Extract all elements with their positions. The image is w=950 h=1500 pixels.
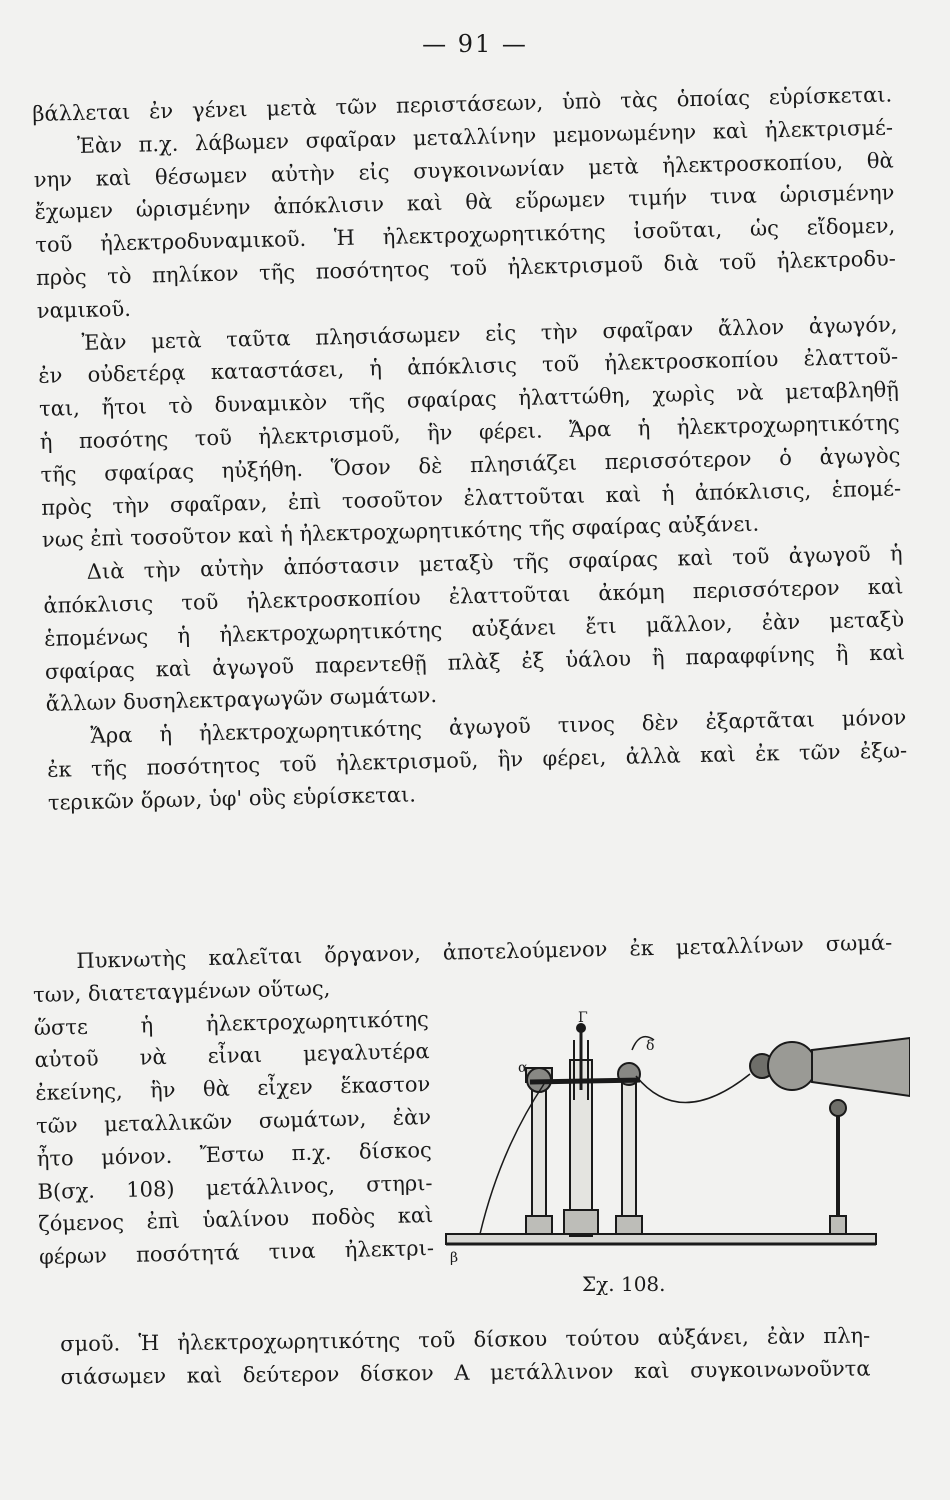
- text-line: ζόμενος ἐπὶ ὑαλίνου ποδὸς καὶ: [38, 1203, 434, 1237]
- text-line: ὥστε ἡ ἠλεκτροχωρητικότης: [33, 1006, 430, 1040]
- text-line: ται, ἤτοι τὸ δυναμικὸν τῆς σφαίρας ἠλαττώθη, χωρὶς νὰ μεταβληθῇ: [38, 377, 900, 422]
- text-column-lower: [60, 1320, 871, 1394]
- text-line: ναμικοῦ.: [36, 296, 132, 323]
- figure-108: [440, 1010, 910, 1310]
- text-line: τῆς σφαίρας ηὐξήθη. Ὅσον δὲ πλησιάζει περισσότερον ὁ ἀγωγὸς: [40, 443, 901, 487]
- cylindrical-conductor: [812, 1038, 910, 1096]
- text-column-upper: [32, 78, 908, 819]
- text-line: αὐτοῦ νὰ εἶναι μεγαλυτέρα: [34, 1039, 430, 1073]
- label-gamma: Γ: [578, 1010, 588, 1026]
- text-line: ἄλλων δυσηλεκτραγωγῶν σωμάτων.: [45, 683, 438, 717]
- text-line: Ἄρα ἡ ἠλεκτροχωρητικότης ἀγωγοῦ τινος δὲν ἐξαρτᾶται μόνον: [90, 705, 907, 748]
- text-line: των, διατεταγμένων οὕτως,: [32, 976, 331, 1007]
- paragraph-4: [46, 701, 908, 819]
- figure-caption: Σχ. 108.: [582, 1272, 666, 1296]
- text-line: νως ἐπὶ τοσοῦτον καὶ ἡ ἠλεκτροχωρητικότης τῆς σφαίρας αὐξάνει.: [41, 511, 760, 553]
- label-beta: β: [450, 1250, 459, 1266]
- text-line: ἐκείνης, ἣν θὰ εἶχεν ἕκαστον: [35, 1072, 431, 1106]
- text-line: σμοῦ. Ἡ ἠλεκτροχωρητικότης τοῦ δίσκου τούτου αὐξάνει, ἐὰν πλη-: [60, 1323, 871, 1356]
- paragraph-1: [32, 78, 897, 327]
- text-line: βάλλεται ἐν γένει μετὰ τῶν περιστάσεων, ὑπὸ τὰς ὁποίας εὑρίσκεται.: [32, 82, 893, 126]
- text-line: πρὸς τὴν σφαῖραν, ἐπὶ τοσοῦτον ἐλαττοῦται καὶ ἡ ἀπόκλισις, ἑπομέ-: [41, 475, 902, 520]
- paragraph-2: [37, 308, 902, 557]
- text-line: τοῦ ἠλεκτροδυναμικοῦ. Ἡ ἠλεκτροχωρητικότης ἰσοῦται, ὡς εἴδομεν,: [35, 213, 896, 258]
- text-line: σιάσωμεν καὶ δεύτερον δίσκον Α μετάλλινον καὶ συγκοινωνοῦντα: [60, 1356, 871, 1389]
- left-stand: [532, 1080, 546, 1234]
- text-line: ἡ ποσότης τοῦ ἠλεκτρισμοῦ, ἣν φέρει. Ἄρα ἡ ἠλεκτροχωρητικότης: [39, 410, 900, 454]
- text-line: Ἐὰν π.χ. λάβωμεν σφαῖραν μεταλλίνην μεμονωμένην καὶ ἠλεκτρισμέ-: [76, 115, 894, 158]
- text-line: ἦτο μόνον. Ἔστω π.χ. δίσκος: [36, 1137, 432, 1171]
- text-line: Διὰ τὴν αὐτὴν ἀπόστασιν μεταξὺ τῆς σφαίρας καὶ τοῦ ἀγωγοῦ ἡ: [86, 541, 903, 585]
- charged-sphere: [768, 1042, 816, 1090]
- text-line: ἐν οὐδετέρᾳ καταστάσει, ἡ ἀπόκλισις τοῦ ἠλεκτροσκοπίου ἐλαττοῦ-: [38, 344, 899, 389]
- text-line: Πυκνωτὴς καλεῖται ὄργανον, ἀποτελούμενον ἐκ μεταλλίνων σωμά-: [76, 930, 893, 973]
- text-line: τερικῶν ὅρων, ὑφ' οὓς εὑρίσκεται.: [47, 782, 417, 815]
- text-line: σφαίρας καὶ ἀγωγοῦ παρεντεθῇ πλὰξ ἐξ ὑάλου ἢ παραφφίνης ἢ καὶ: [44, 639, 906, 684]
- label-alpha: α: [518, 1060, 528, 1076]
- capacitor-illustration: [440, 1010, 910, 1270]
- text-line: πρὸς τὸ πηλίκον τῆς ποσότητος τοῦ ἠλεκτρισμοῦ διὰ τοῦ ἠλεκτροδυ-: [35, 246, 897, 290]
- text-line: νην καὶ θέσωμεν αὐτὴν εἰς συγκοινωνίαν μετὰ ἠλεκτροσκοπίου, θὰ: [33, 148, 894, 192]
- text-line: φέρων ποσότητά τινα ἠλεκτρι-: [38, 1236, 435, 1270]
- page-number: — 91 —: [422, 30, 528, 58]
- text-line: Ἐὰν μετὰ ταῦτα πλησιάσωμεν εἰς τὴν σφαῖραν ἄλλον ἀγωγόν,: [81, 312, 898, 355]
- text-line: ἐκ τῆς ποσότητος τοῦ ἠλεκτρισμοῦ, ἣν φέρει, ἀλλὰ καὶ ἐκ τῶν ἐξω-: [46, 738, 908, 782]
- text-line: ἑπομένως ἡ ἠλεκτροχωρητικότης αὐξάνει ἔτι μᾶλλον, ἐὰν μεταξὺ: [43, 607, 905, 651]
- text-line: ἔχωμεν ὡρισμένην ἀπόκλισιν καὶ θὰ εὕρωμεν τιμήν τινα ὡρισμένην: [34, 180, 895, 225]
- text-line: τῶν μεταλλικῶν σωμάτων, ἐὰν: [35, 1104, 432, 1138]
- right-stand: [622, 1078, 636, 1234]
- wire-right: [636, 1074, 750, 1103]
- paragraph-3: [42, 538, 905, 721]
- text-line: Β(σχ. 108) μετάλλινος, στηρι-: [37, 1170, 433, 1204]
- text-line: ἀπόκλισις τοῦ ἠλεκτροσκοπίου ἐλαττοῦται ἀκόμη περισσότερον καὶ: [43, 574, 904, 618]
- label-delta: δ: [646, 1038, 655, 1054]
